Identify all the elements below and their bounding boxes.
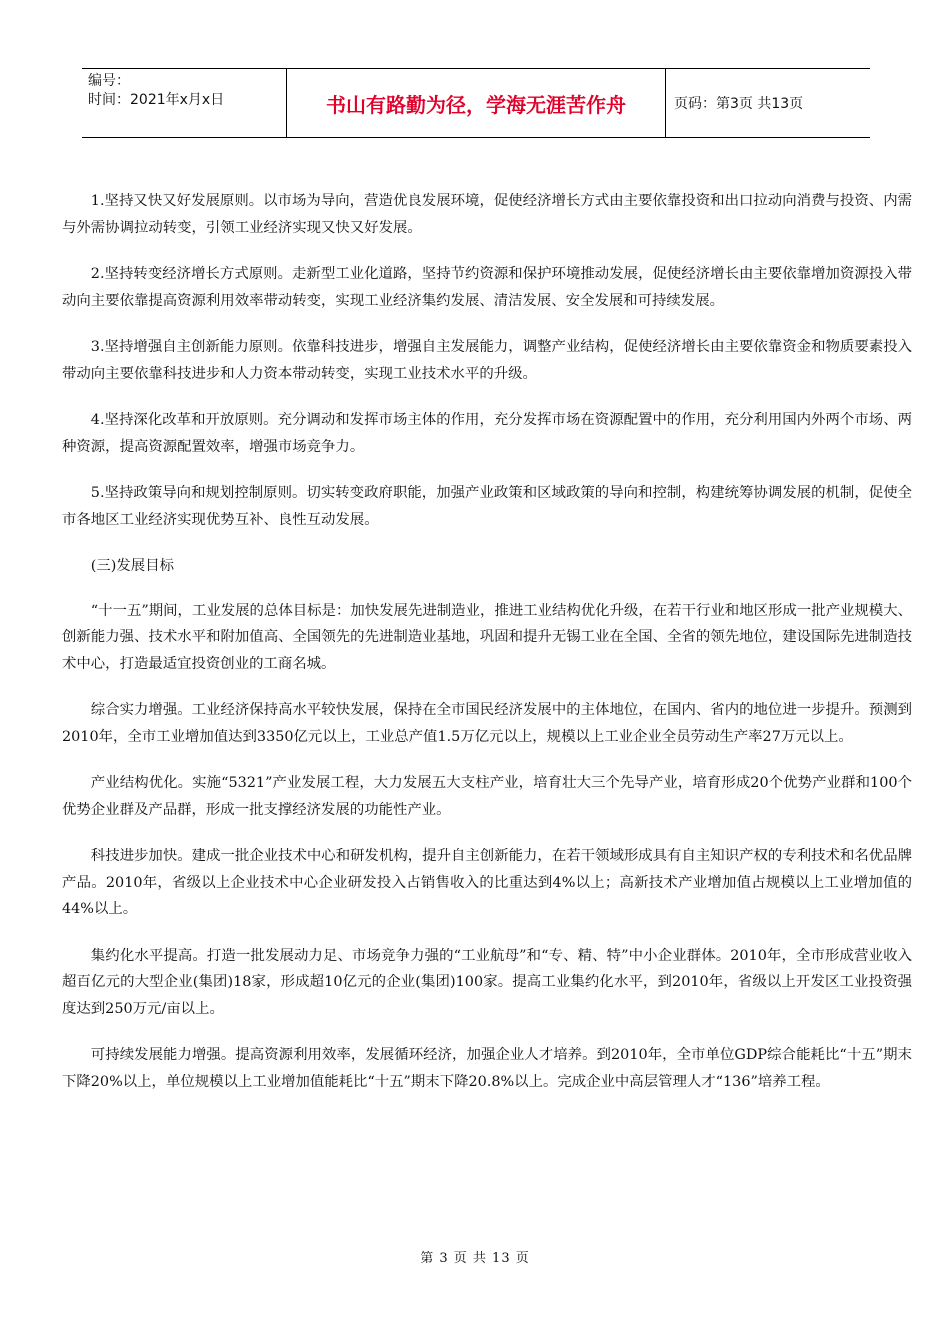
paragraph-overall-goal: “十一五”期间，工业发展的总体目标是：加快发展先进制造业，推进工业结构优化升级，在若干行业和地区形成一批产业规模大、创新能力强、技术水平和附加值高、全国领先的先进制造业基地，巩固和提升无锡工业在全国、全省的领先地位，建设国际先进制造技术中心，打造最适宜投资创业的工商名城。 xyxy=(62,602,912,672)
paragraph-sustainability: 可持续发展能力增强。提高资源利用效率，发展循环经济，加强企业人才培养。到2010年，全市单位GDP综合能耗比“十五”期末下降20%以上，单位规模以上工业增加值能耗比“十五”期末下降20.8%以上。完成企业中高层管理人才“136”培养工程。 xyxy=(62,1047,912,1090)
header-motto: 书山有路勤为径，学海无涯苦作舟 xyxy=(287,69,666,137)
document-body xyxy=(62,188,912,1115)
document-number-label: 编号： xyxy=(88,73,130,89)
paragraph-overall-strength: 综合实力增强。工业经济保持高水平较快发展，保持在全市国民经济发展中的主体地位，在国内、省内的地位进一步提升。预测到2010年，全市工业增加值达到3350亿元以上，工业总产值1.5万亿元以上，规模以上工业企业全员劳动生产率27万元以上。 xyxy=(62,702,912,745)
section-heading-goals: (三)发展目标 xyxy=(90,558,174,574)
paragraph-principle-4: 4.坚持深化改革和开放原则。充分调动和发挥市场主体的作用，充分发挥市场在资源配置中的作用，充分利用国内外两个市场、两种资源，提高资源配置效率，增强市场竞争力。 xyxy=(62,412,912,455)
document-time-label: 时间：2021年x月x日 xyxy=(88,92,225,108)
document-header xyxy=(82,68,870,138)
paragraph-principle-1: 1.坚持又快又好发展原则。以市场为导向，营造优良发展环境，促使经济增长方式由主要依靠投资和出口拉动向消费与投资、内需与外需协调拉动转变，引领工业经济实现又快又好发展。 xyxy=(62,193,912,236)
paragraph-principle-2: 2.坚持转变经济增长方式原则。走新型工业化道路，坚持节约资源和保护环境推动发展，促使经济增长由主要依靠增加资源投入带动向主要依靠提高资源利用效率带动转变，实现工业经济集约发展、清洁发展、安全发展和可持续发展。 xyxy=(62,266,912,309)
header-page-info: 页码：第3页 共13页 xyxy=(674,96,804,112)
paragraph-principle-3: 3.坚持增强自主创新能力原则。依靠科技进步，增强自主发展能力，调整产业结构，促使经济增长由主要依靠资金和物质要素投入带动向主要依靠科技进步和人力资本带动转变，实现工业技术水平的升级。 xyxy=(62,339,912,382)
paragraph-industry-structure: 产业结构优化。实施“5321”产业发展工程，大力发展五大支柱产业，培育壮大三个先导产业，培育形成20个优势产业群和100个优势企业群及产品群，形成一批支撑经济发展的功能性产业。 xyxy=(62,775,912,818)
paragraph-tech-progress: 科技进步加快。建成一批企业技术中心和研发机构，提升自主创新能力，在若干领域形成具有自主知识产权的专利技术和名优品牌产品。2010年，省级以上企业技术中心企业研发投入占销售收入的比重达到4%以上；高新技术产业增加值占规模以上工业增加值的44%以上。 xyxy=(62,848,912,917)
paragraph-intensification: 集约化水平提高。打造一批发展动力足、市场竞争力强的“工业航母”和“专、精、特”中小企业群体。2010年，全市形成营业收入超百亿元的大型企业(集团)18家，形成超10亿元的企业(集团)100家。提高工业集约化水平，到2010年，省级以上开发区工业投资强度达到250万元/亩以上。 xyxy=(62,947,912,1017)
paragraph-principle-5: 5.坚持政策导向和规划控制原则。切实转变政府职能，加强产业政策和区域政策的导向和控制，构建统筹协调发展的机制，促使全市各地区工业经济实现优势互补、良性互动发展。 xyxy=(62,485,912,528)
page-footer: 第 3 页 共 13 页 xyxy=(420,1251,530,1266)
header-meta-cell xyxy=(82,69,287,137)
